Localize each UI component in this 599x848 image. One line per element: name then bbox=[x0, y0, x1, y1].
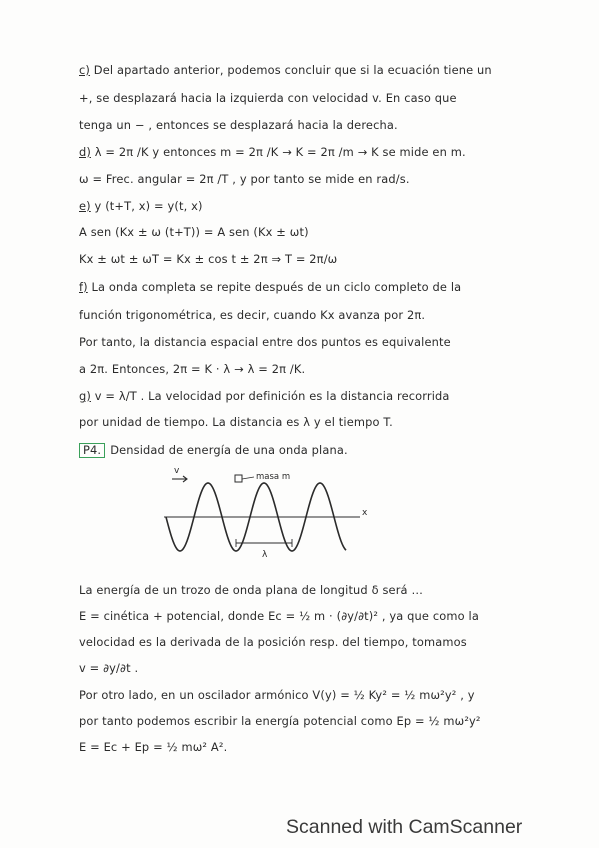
line-e-3: Kx ± ωt ± ωT = Kx ± cos t ± 2π ⇒ T = 2π/ω bbox=[79, 252, 338, 266]
label-g: g) bbox=[79, 389, 91, 403]
mass-label: masa m bbox=[256, 472, 291, 482]
mass-pointer bbox=[242, 477, 254, 479]
label-e: e) bbox=[79, 199, 91, 213]
line-f-4: a 2π. Entonces, 2π = K · λ → λ = 2π /K. bbox=[79, 362, 306, 376]
energy-line-4: v = ∂y/∂t . bbox=[79, 661, 139, 675]
line-f: f) La onda completa se repite después de un ciclo completo de la bbox=[79, 280, 462, 294]
line-c-3: tenga un − , entonces se desplazará hacia la derecha. bbox=[79, 118, 398, 132]
label-c: c) bbox=[79, 63, 91, 77]
energy-line-1: La energía de un trozo de onda plana de longitud δ será … bbox=[79, 583, 423, 597]
line-g-2: por unidad de tiempo. La distancia es λ y el tiempo T. bbox=[79, 415, 393, 429]
p4-box: P4. bbox=[79, 443, 105, 458]
mass-marker bbox=[235, 475, 242, 482]
energy-line-2: E = cinética + potencial, donde Ec = ½ m · (∂y/∂t)² , ya que como la bbox=[79, 609, 479, 623]
label-d: d) bbox=[79, 145, 91, 159]
p4-title: Densidad de energía de una onda plana. bbox=[110, 443, 348, 457]
line-c-2: +, se desplazará hacia la izquierda con velocidad v. En caso que bbox=[79, 91, 457, 105]
label-f: f) bbox=[79, 280, 88, 294]
camscanner-watermark: Scanned with CamScanner bbox=[286, 816, 523, 838]
line-d: d) λ = 2π /K y entonces m = 2π /K → K = 2π /m → K se mide en m. bbox=[79, 145, 466, 159]
wave-figure bbox=[150, 463, 380, 573]
p4-heading bbox=[79, 443, 524, 458]
line-d-2: ω = Frec. angular = 2π /T , y por tanto se mide en rad/s. bbox=[79, 172, 410, 186]
line-f-2: función trigonométrica, es decir, cuando Kx avanza por 2π. bbox=[79, 308, 426, 322]
energy-line-6: por tanto podemos escribir la energía potencial como Ep = ½ mω²y² bbox=[79, 714, 481, 728]
line-c: c) Del apartado anterior, podemos concluir que si la ecuación tiene un bbox=[79, 63, 492, 77]
velocity-label: v bbox=[174, 466, 180, 476]
x-axis-label: x bbox=[362, 508, 368, 518]
line-f-3: Por tanto, la distancia espacial entre dos puntos es equivalente bbox=[79, 335, 451, 349]
line-e-2: A sen (Kx ± ω (t+T)) = A sen (Kx ± ωt) bbox=[79, 225, 309, 239]
energy-line-3: velocidad es la derivada de la posición resp. del tiempo, tomamos bbox=[79, 635, 467, 649]
energy-line-7: E = Ec + Ep = ½ mω² A². bbox=[79, 740, 228, 754]
line-e: e) y (t+T, x) = y(t, x) bbox=[79, 199, 203, 213]
line-g: g) v = λ/T . La velocidad por definición es la distancia recorrida bbox=[79, 389, 450, 403]
lambda-label: λ bbox=[262, 550, 268, 560]
energy-line-5: Por otro lado, en un oscilador armónico V(y) = ½ Ky² = ½ mω²y² , y bbox=[79, 688, 475, 702]
